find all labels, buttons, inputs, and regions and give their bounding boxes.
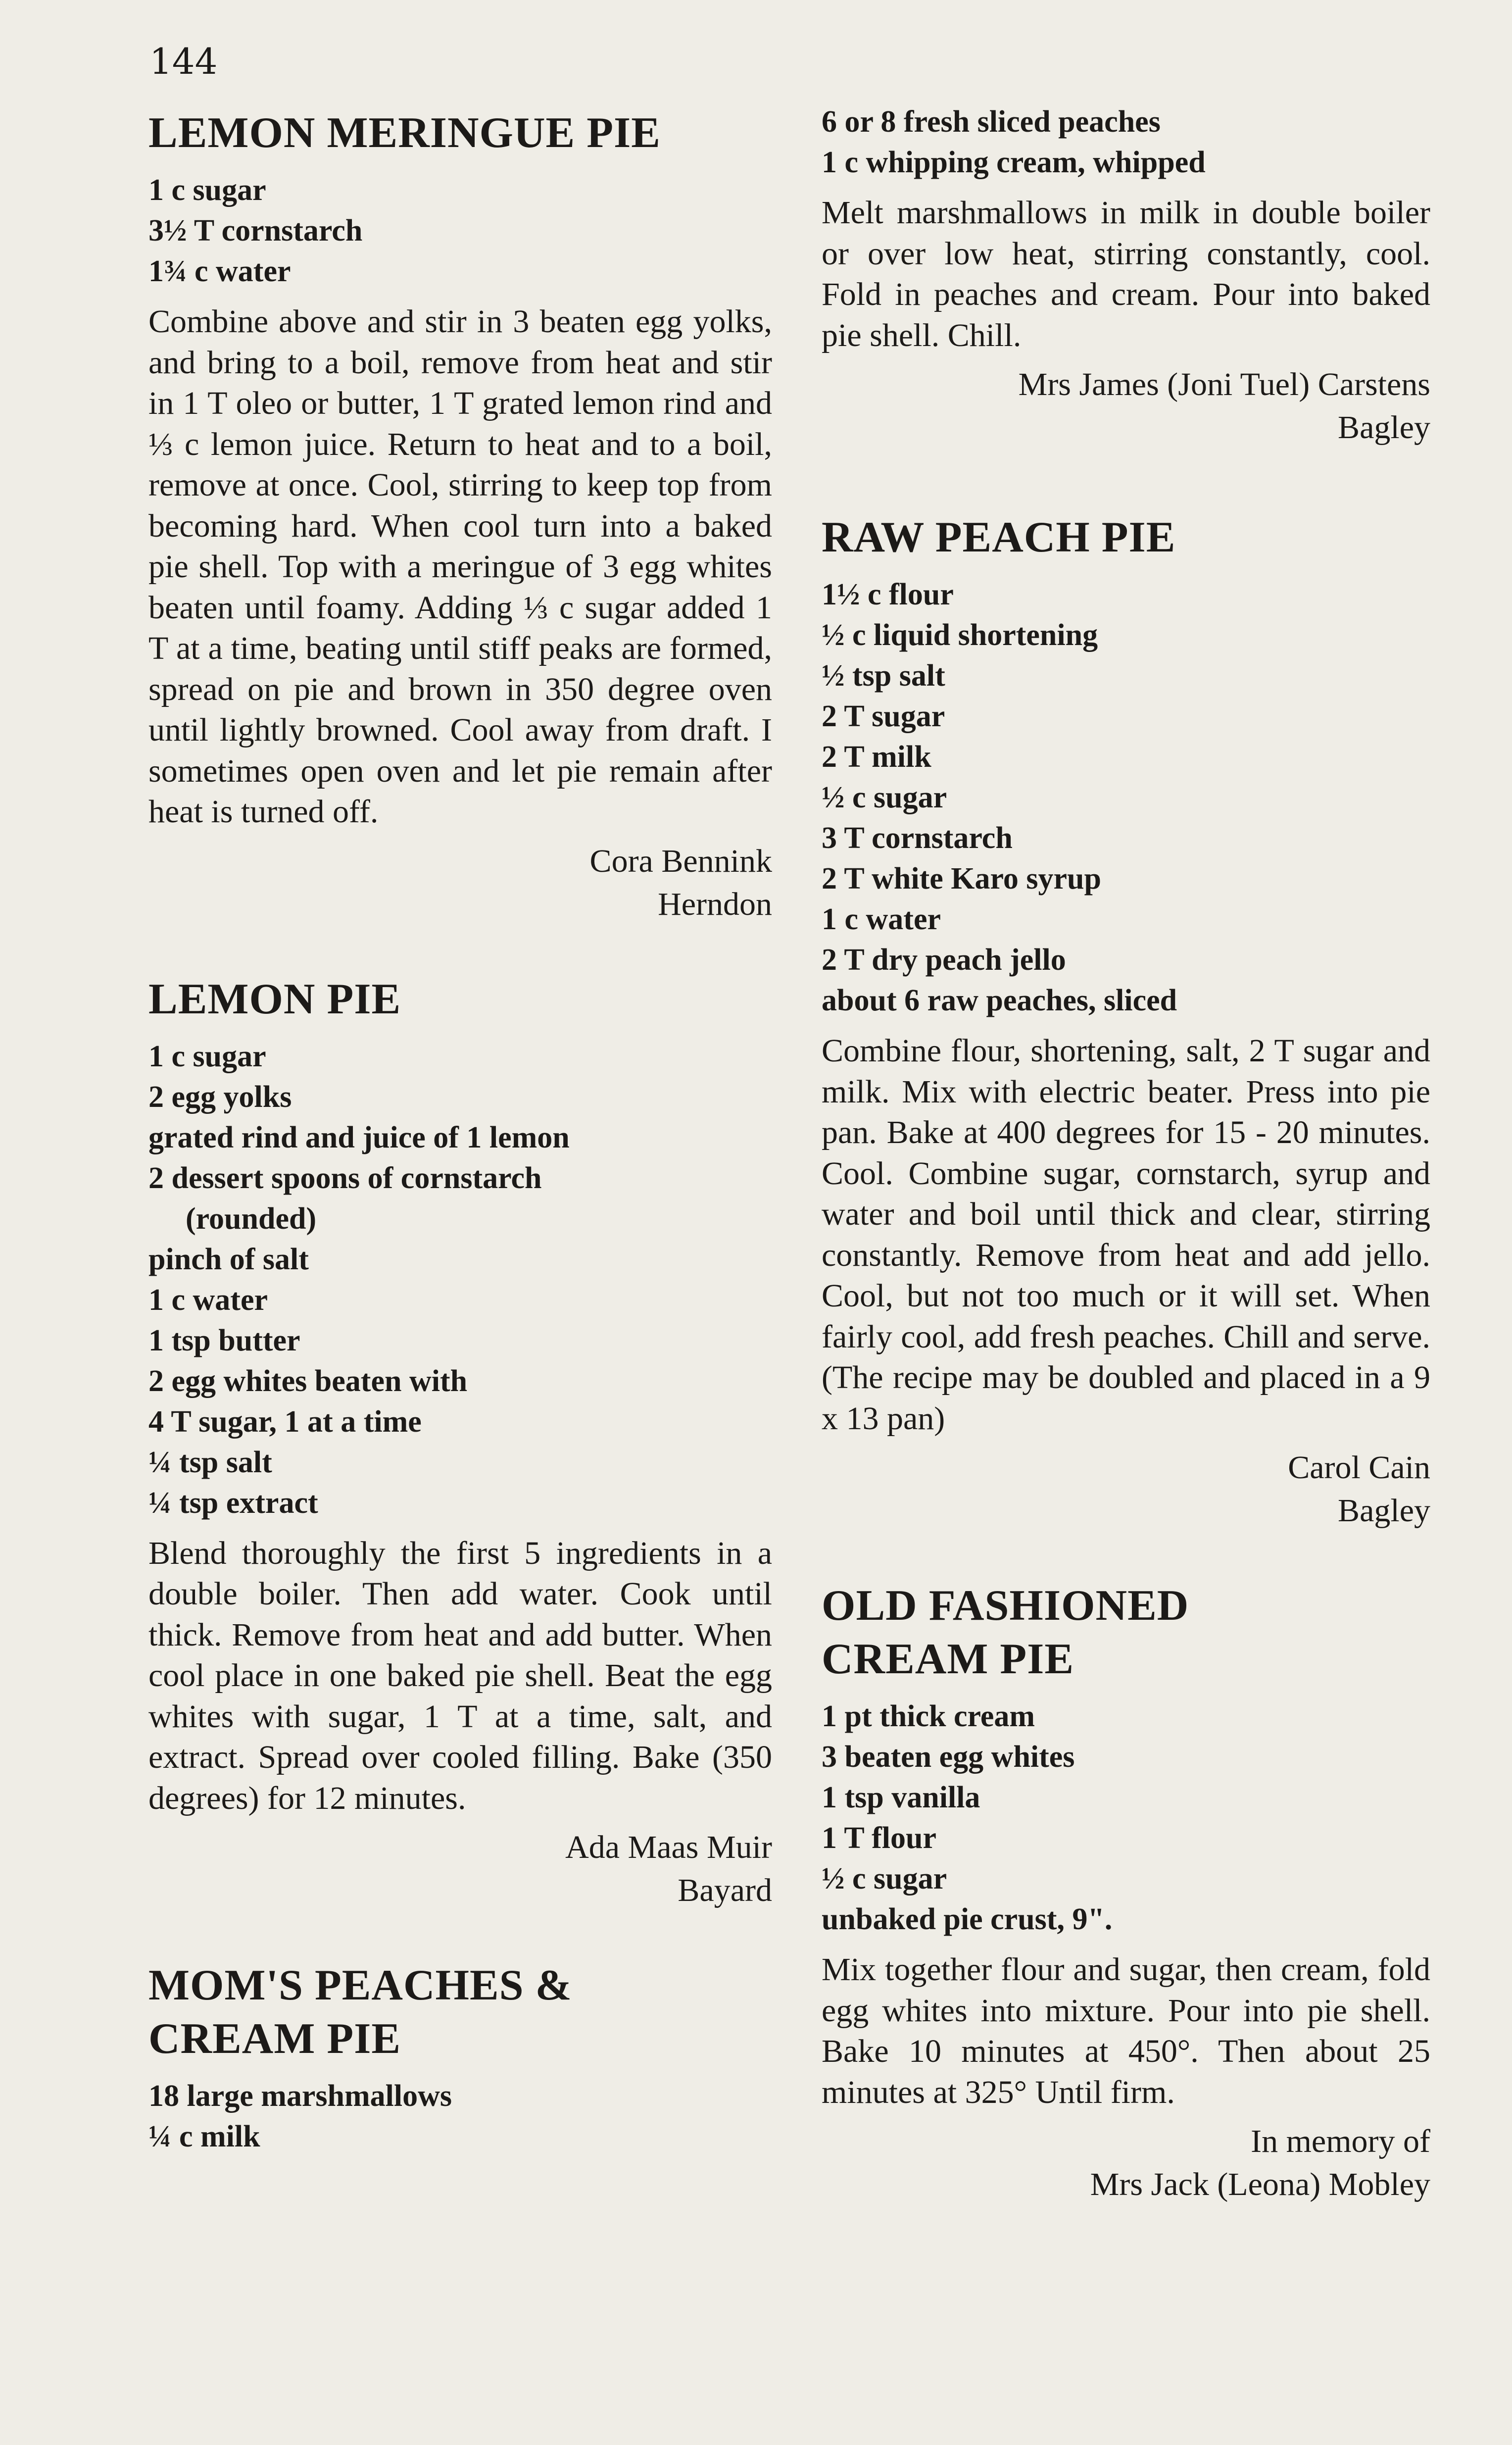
ingredient: 2 egg whites beaten with: [148, 1364, 468, 1398]
ingredient: ½ tsp salt: [822, 659, 945, 693]
ingredient-list: [822, 1696, 1430, 1940]
recipe-title: [822, 1579, 1430, 1686]
ingredient-list: [148, 1036, 772, 1523]
title-line: OLD FASHIONED: [822, 1582, 1189, 1630]
title-line: CREAM PIE: [822, 1635, 1074, 1683]
directions: Melt marshmallows in milk in double boiler or over low heat, stirring constantly, cool. Fold in peaches and cream. Pour into baked pie shell. Chill.: [822, 195, 1430, 353]
directions: Mix together flour and sugar, then cream, fold egg whites into mixture. Pour into pie shell. Bake 10 minutes at 450°. Then about 25 minutes at 325° Until firm.: [822, 1951, 1430, 2110]
ingredient: grated rind and juice of 1 lemon: [148, 1120, 570, 1154]
ingredient: 1 c sugar: [148, 173, 266, 207]
ingredient: 2 T dry peach jello: [822, 943, 1066, 977]
author: Mrs James (Joni Tuel) Carstens: [1018, 366, 1430, 402]
left-column: [148, 106, 772, 2167]
recipe-old-fashioned-cream-pie: [822, 1579, 1430, 2206]
ingredient: 3½ T cornstarch: [148, 214, 363, 248]
ingredient: 1½ c flour: [822, 578, 954, 611]
ingredient-list: [148, 170, 772, 292]
memorial-note: In memory of: [1251, 2123, 1430, 2159]
ingredient: about 6 raw peaches, sliced: [822, 984, 1177, 1017]
ingredient: ½ c sugar: [822, 781, 947, 814]
ingredient: 2 egg yolks: [148, 1080, 292, 1114]
directions: Combine above and stir in 3 beaten egg yolks, and bring to a boil, remove from heat and stir in 1 T oleo or butter, 1 T grated lemon rind and ⅓ c lemon juice. Return to heat and to a boil, remove at once. Cool, stirring to keep top from becoming hard. When cool turn into a baked pie shell. Top with a meringue of 3 egg whites beaten until foamy. Adding ⅓ c sugar added 1 T at a time, beating until stiff peaks are formed, spread on pie and brown in 350 degree oven until lightly browned. Cool away from draft. I sometimes open oven and let pie remain after heat is turned off.: [148, 303, 772, 830]
recipe-raw-peach-pie: [822, 511, 1430, 1532]
directions: Combine flour, shortening, salt, 2 T sugar and milk. Mix with electric beater. Press into pie pan. Bake at 400 degrees for 15 - 20 minutes. Cool. Combine sugar, cornstarch, syrup and water and boil until thick and clear, stirring constantly. Remove from heat and add jello. Cool, but not too much or it will set. When fairly cool, add fresh peaches. Chill and serve. (The recipe may be doubled and placed in a 9 x 13 pan): [822, 1033, 1430, 1437]
title-line: CREAM PIE: [148, 2015, 401, 2063]
recipe-title: LEMON PIE: [148, 975, 401, 1023]
ingredient: 2 T white Karo syrup: [822, 862, 1101, 896]
ingredient: 1 c whipping cream, whipped: [822, 146, 1206, 179]
ingredient: ¼ tsp extract: [148, 1486, 318, 1520]
recipe-moms-peaches-continued: [822, 101, 1430, 449]
ingredient: 3 beaten egg whites: [822, 1740, 1075, 1774]
recipe-title: [148, 1959, 772, 2066]
ingredient: 1 c water: [148, 1283, 268, 1317]
ingredient: 1 c water: [822, 902, 941, 936]
author: Ada Maas Muir: [565, 1829, 772, 1865]
town: Bagley: [1338, 1493, 1430, 1529]
recipe-lemon-meringue-pie: [148, 106, 772, 926]
author: Carol Cain: [1288, 1449, 1430, 1486]
page-number: 144: [149, 41, 218, 82]
ingredient: unbaked pie crust, 9".: [822, 1902, 1113, 1936]
ingredient-list: [148, 2076, 772, 2157]
recipe-title: LEMON MERINGUE PIE: [148, 109, 661, 157]
ingredient: 1¾ c water: [148, 254, 291, 288]
ingredient: 1 T flour: [822, 1821, 936, 1855]
ingredient: ¼ c milk: [148, 2120, 260, 2153]
ingredient: ¼ tsp salt: [148, 1445, 272, 1479]
ingredient-list: [822, 574, 1430, 1021]
ingredient: 1 tsp vanilla: [822, 1781, 980, 1814]
ingredient-list: [822, 101, 1430, 183]
ingredient: 1 tsp butter: [148, 1323, 300, 1357]
author: Cora Bennink: [589, 843, 772, 879]
ingredient: 6 or 8 fresh sliced peaches: [822, 105, 1161, 139]
town: Bayard: [678, 1872, 772, 1908]
ingredient: ½ c liquid shortening: [822, 618, 1098, 652]
ingredient: 2 dessert spoons of cornstarch: [148, 1161, 542, 1195]
town: Bagley: [1338, 409, 1430, 446]
directions: Blend thoroughly the first 5 ingredients in a double boiler. Then add water. Cook until thick. Remove from heat and add butter. When cool place in one baked pie shell. Beat the egg whites with sugar, 1 T at a time, salt, and extract. Spread over cooled filling. Bake (350 degrees) for 12 minutes.: [148, 1535, 772, 1816]
recipe-lemon-pie: [148, 973, 772, 1912]
ingredient: 2 T milk: [822, 740, 931, 774]
right-column: [822, 101, 1430, 2206]
title-line: MOM'S PEACHES &: [148, 1961, 572, 2009]
ingredient: pinch of salt: [148, 1242, 309, 1276]
ingredient: (rounded): [186, 1201, 317, 1236]
author: Mrs Jack (Leona) Mobley: [1090, 2166, 1430, 2202]
recipe-title: RAW PEACH PIE: [822, 513, 1176, 561]
ingredient: 3 T cornstarch: [822, 821, 1013, 855]
ingredient: 1 pt thick cream: [822, 1699, 1035, 1733]
ingredient: 4 T sugar, 1 at a time: [148, 1404, 422, 1439]
ingredient: 1 c sugar: [148, 1039, 266, 1073]
town: Herndon: [658, 886, 772, 922]
recipe-moms-peaches-cream-pie: [148, 1959, 772, 2157]
ingredient: 2 T sugar: [822, 699, 945, 733]
ingredient: 18 large marshmallows: [148, 2079, 452, 2113]
ingredient: ½ c sugar: [822, 1862, 947, 1896]
